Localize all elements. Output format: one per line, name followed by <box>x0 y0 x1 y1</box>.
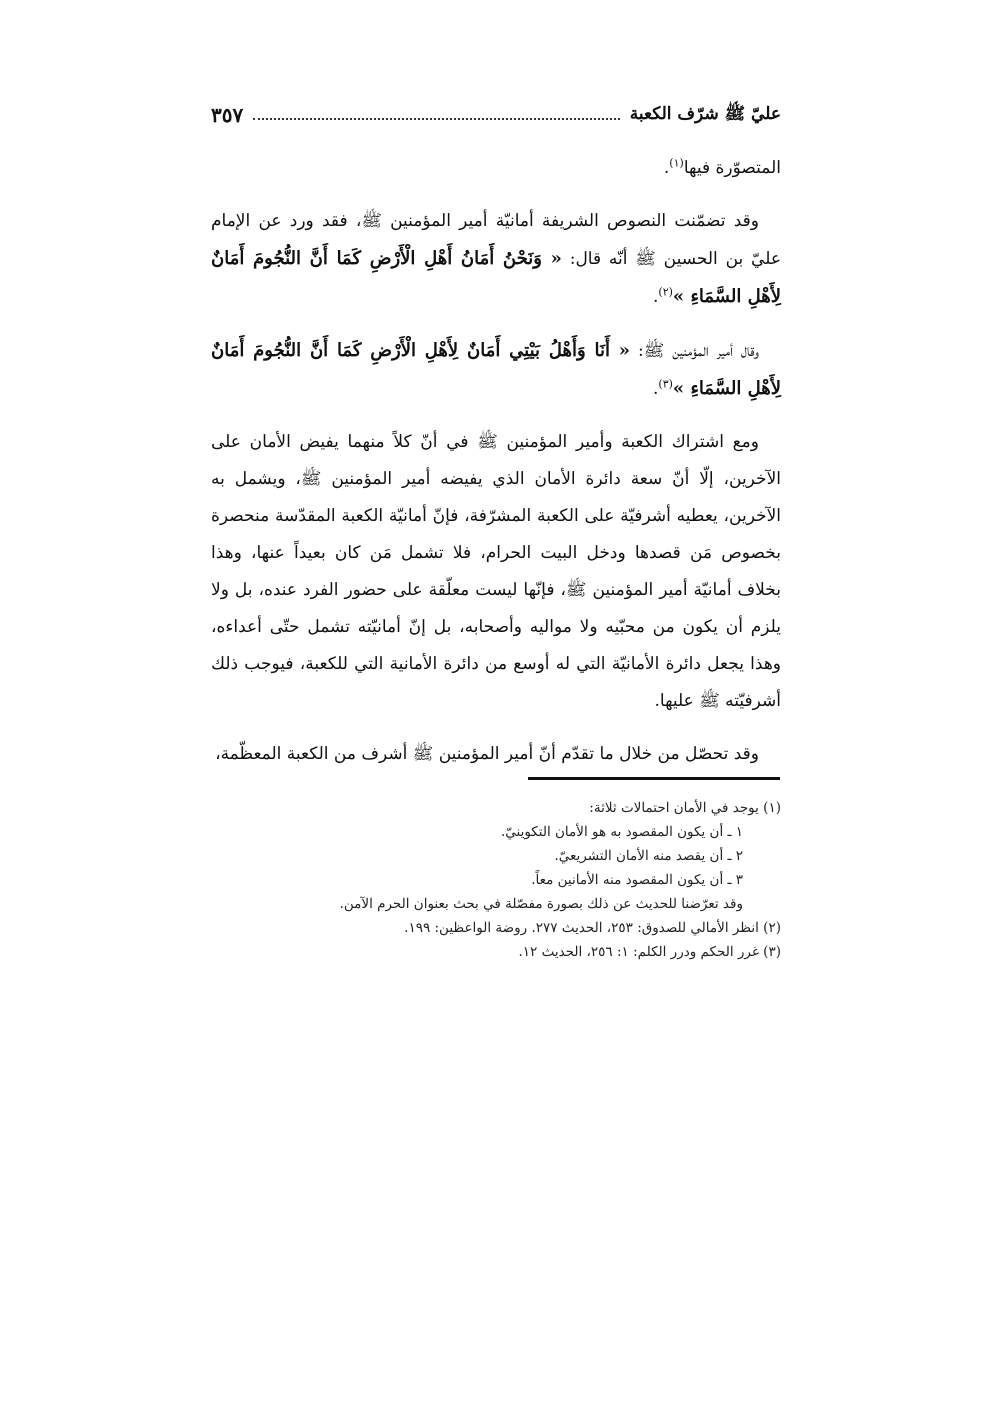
paragraph-end: . <box>663 158 670 178</box>
footnote-2: (٢) انظر الأمالي للصدوق: ٢٥٣، الحديث ٢٧٧. روضة الواعظين: ١٩٩. <box>404 920 781 936</box>
chapter-title: عليّ ﷺ شرّف الكعبة <box>629 103 781 124</box>
footnote-1-item: ١ ـ أن يكون المقصود به هو الأمان التكوينيّ. <box>500 824 743 840</box>
hadith-quote: « وَنَحْنُ أَمَانُ أَهْلِ الْأَرْضِ كَمَا أَنَّ النُّجُومَ أَمَانٌ لِأَهْلِ السَّمَاءِ » <box>211 248 781 307</box>
footnote-1: (١) يوجد في الأمان احتمالات ثلاثة: <box>589 800 781 816</box>
footnote-ref: (٣) <box>658 377 673 391</box>
paragraph-end: . <box>653 287 659 307</box>
paragraph-end: . <box>653 379 659 399</box>
paragraph <box>211 203 781 316</box>
paragraph-text: وقد تضمّنت النصوص الشريفة أمانيّة أمير المؤمنين ﷺ، فقد ورد عن الإمام عليّ بن الحسين ﷺ أنّه قال: <box>211 211 782 269</box>
footnotes <box>211 796 781 964</box>
page-number: ٣٥٧ <box>211 103 244 127</box>
footnote-ref: (٢) <box>658 285 673 299</box>
hadith-quote: « أَنَا وَأَهْلُ بَيْتِي أَمَانٌ لِأَهْلِ الْأَرْضِ كَمَا أَنَّ النُّجُومَ أَمَانٌ لِأَهْلِ السَّمَاءِ » <box>211 340 781 399</box>
paragraph: وقد تحصّل من خلال ما تقدّم أنّ أمير المؤمنين ﷺ أشرف من الكعبة المعظّمة، <box>215 744 759 764</box>
paragraph-text: وقال أمير المؤمنين ﷺ: <box>638 341 759 361</box>
paragraph-text: المتصوّرة فيها <box>683 158 781 178</box>
footnote-3: (٣) غرر الحكم ودرر الكلم: ١: ٢٥٦، الحديث ١٢. <box>518 944 781 960</box>
footnote-1-item: ٣ ـ أن يكون المقصود منه الأمانين معاً. <box>531 872 743 888</box>
running-header <box>211 100 781 130</box>
paragraph <box>211 332 781 408</box>
paragraph <box>211 150 781 187</box>
footnote-1-item: ٢ ـ أن يقصد منه الأمان التشريعيّ. <box>554 848 743 864</box>
footnote-ref: (١) <box>669 156 684 170</box>
paragraph: ومع اشتراك الكعبة وأمير المؤمنين ﷺ في أنّ كلاً منهما يفيض الأمان على الآخرين، إلّا أنّ سعة دائرة الأمان الذي يفيضه أمير المؤمنين ﷺ، ويشمل به الآخرين، يعطيه أشرفيّة على الكعبة المشرّفة، فإنّ أمانيّة الكعبة المقدّسة منحصرة بخصوص مَن قصدها ودخل البيت الحرام، فلا تشمل مَن كان بعيداً عنها، وهذا بخلاف أمانيّة أمير المؤمنين ﷺ، فإنّها ليست معلّقة على حضور الفرد عنده، بل ولا يلزم أن يكون من محبّيه ولا مواليه وأصحابه، بل إنّ أمانيّته تشمل حتّى أعداءه، وهذا يجعل دائرة الأمانيّة التي له أوسع من دائرة الأمانية التي للكعبة، فيوجب ذلك أشرفيّته ﷺ عليها. <box>211 432 781 711</box>
footnote-1-note: وقد تعرّضنا للحديث عن ذلك بصورة مفصّلة في بحث بعنوان الحرم الآمن. <box>339 896 743 912</box>
footnote-separator <box>528 777 780 780</box>
main-text <box>211 150 781 773</box>
dot-leader <box>253 118 620 120</box>
